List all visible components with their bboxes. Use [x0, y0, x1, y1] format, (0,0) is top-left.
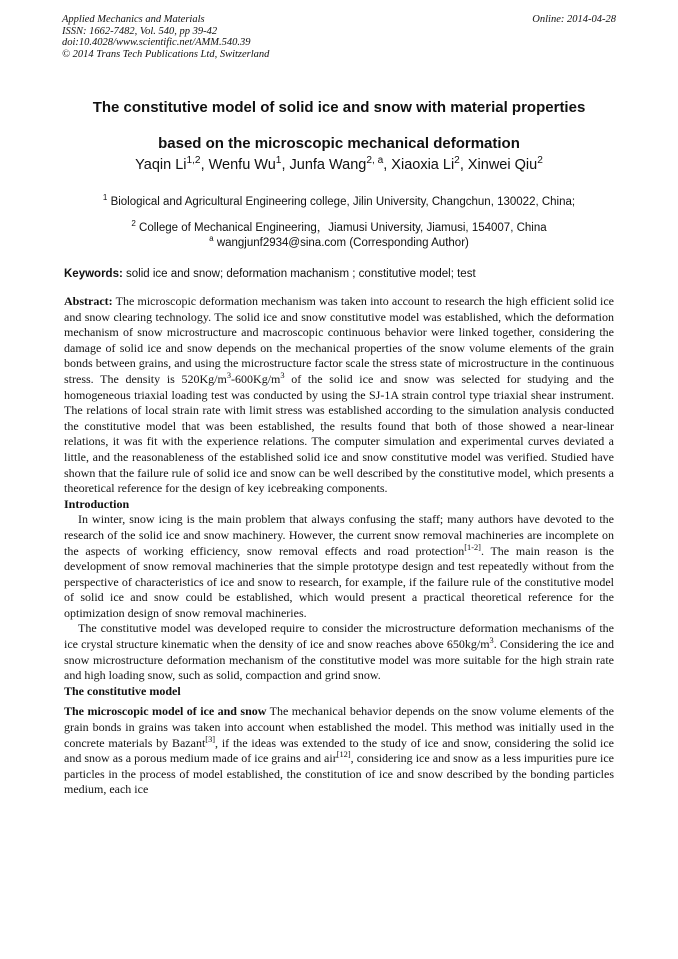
paper-body — [64, 294, 614, 798]
author-list — [40, 157, 638, 173]
corresponding-email: $^a$ wangjunf2934@sina.com (Corresponding Author) — [209, 234, 469, 249]
affiliation-1: $^1$ Biological and Agricultural Engineering college, Jilin University, Changchun, 130022, China; — [102, 193, 576, 208]
author: Junfa Wang$^{2, a}$, — [289, 155, 392, 173]
author: Wenfu Wu$^1$, — [208, 155, 290, 173]
microscopic-model-paragraph: The microscopic model of ice and snow The mechanical behavior depends on the snow volume elements of the grain bonds in grains was taken into account when established the model. This method was initially used in the concrete materials by Bazant[3], if the ideas was extended to the study of ice and snow, considering the solid ice and snow as a porous medium made of ice grains and air[12], considering ice and snow as a less impurities pure ice particles in the process of model established, the constitution of ice and snow described by the bonding particles medium, each ice — [64, 704, 614, 797]
journal-header — [62, 14, 616, 60]
introduction-heading: Introduction — [64, 496, 130, 511]
affiliation-2: $^2$ College of Mechanical Engineering，Jiamusi University, Jiamusi, 154007, China $^a$ wangjunf2934@sina.com (Corresponding Author) — [40, 221, 638, 251]
introduction-paragraph-2: The constitutive model was developed require to consider the microstructure deformation mechanisms of the ice crystal structure kinematic when the density of ice and snow reaches above $650kg/m^3$. Considering the ice and snow microstructure deformation mechanism of the constitutive model was more suitable for the high strain rate and high loading snow, such as solid, compaction and grind snow. — [64, 621, 614, 683]
journal-copyright: © 2014 Trans Tech Publications Ltd, Switzerland — [62, 48, 270, 60]
journal-issn: ISSN: 1662-7482, Vol. 540, pp 39-42 — [62, 25, 218, 37]
microscopic-model-subheading: The microscopic model of ice and snow — [64, 704, 267, 719]
keywords-text: solid ice and snow; deformation machanism ; constitutive model; test — [126, 268, 476, 280]
journal-name: Applied Mechanics and Materials — [62, 14, 205, 25]
title-line-2: based on the microscopic mechanical deformation — [158, 135, 520, 152]
introduction-paragraph-1: In winter, snow icing is the main problem that always confusing the staff; many authors have devoted to the research of the solid ice and snow machinery. However, the current snow removal machineries are incomplete on the aspects of working efficiency, snow removal effects and road protection[1-2]. The main reason is the development of snow removal machineries that the simple prototype design and test repeatedly without from the perspective of characteristics of ice and snow to research, for example, if the failure rule of the constitutive model of solid ice and snow could be established, which would present a practical theoretical reference for the optimization design of snow removal machineries. — [64, 512, 614, 620]
paper-title — [40, 90, 638, 162]
keywords-label: Keywords: — [64, 268, 123, 280]
constitutive-model-heading: The constitutive model — [64, 683, 181, 698]
online-date: Online: 2014-04-28 — [532, 14, 616, 25]
author: Xiaoxia Li$^2$, — [391, 155, 464, 173]
title-line-1: The constitutive model of solid ice and snow with material properties — [92, 99, 586, 116]
author: Xinwei Qiu$^2$ — [467, 155, 543, 173]
keywords — [64, 268, 614, 280]
journal-doi: doi:10.4028/www.scientific.net/AMM.540.39 — [62, 37, 251, 48]
abstract: Abstract: The microscopic deformation mechanism was taken into account to research the high efficient solid ice and snow clearing technology. The solid ice and snow constitutive model was established, which the deformation mechanism of snow microstructure and macroscopic continuous behavior were linked together, considering the damage of solid ice and snow depends on the mechanical properties of the snow volume elements of the grain bonds between grains, and using the microstructure factor scale the stress state of microstructure in the continuous stress. The density is $520Kg/m^3-600Kg/m^3$ of the solid ice and snow was selected for studying and the homogeneous triaxial loading test was conducted by using the SJ-1A strain control type triaxial shear instrument. The relations of local strain rate with limit stress was established according to the simulation analysis conducted the constitutive model that was been established, the results found that both of those showed a near-linear relations, it was fit with the experience relations. The computer simulation and experimental curves deviated a little, and the reasonableness of the established solid ice and snow constitutive model was verified. Studied have shown that the failure rule of solid ice and snow can be well described by the constitutive model, which presents a theoretical reference for the design of key icebreaking components. — [64, 294, 615, 496]
author: Yaqin Li$^{1,2}$, — [135, 155, 209, 173]
